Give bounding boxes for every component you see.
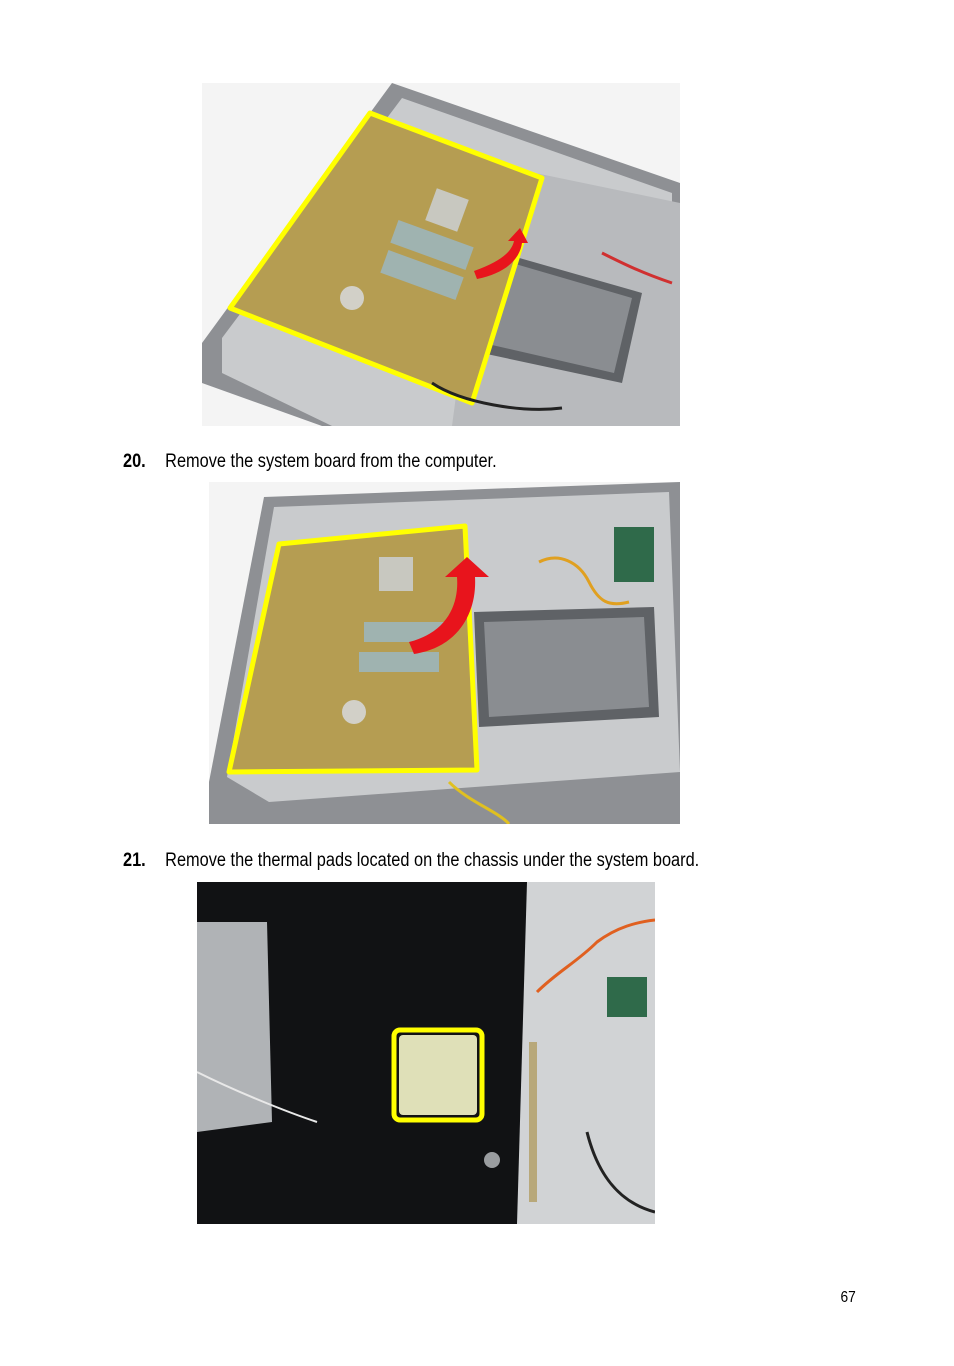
step-number: 20. xyxy=(123,451,146,472)
photo-system-board-lift xyxy=(202,83,680,426)
step-20 xyxy=(123,450,497,474)
step-number: 21. xyxy=(123,850,146,871)
photo-thermal-pad xyxy=(197,882,655,1224)
step-21 xyxy=(123,849,699,873)
page-number: 67 xyxy=(840,1289,856,1306)
step-text: Remove the system board from the computer. xyxy=(165,451,497,472)
photo-system-board-remove xyxy=(209,482,680,824)
step-text: Remove the thermal pads located on the chassis under the system board. xyxy=(165,850,700,871)
